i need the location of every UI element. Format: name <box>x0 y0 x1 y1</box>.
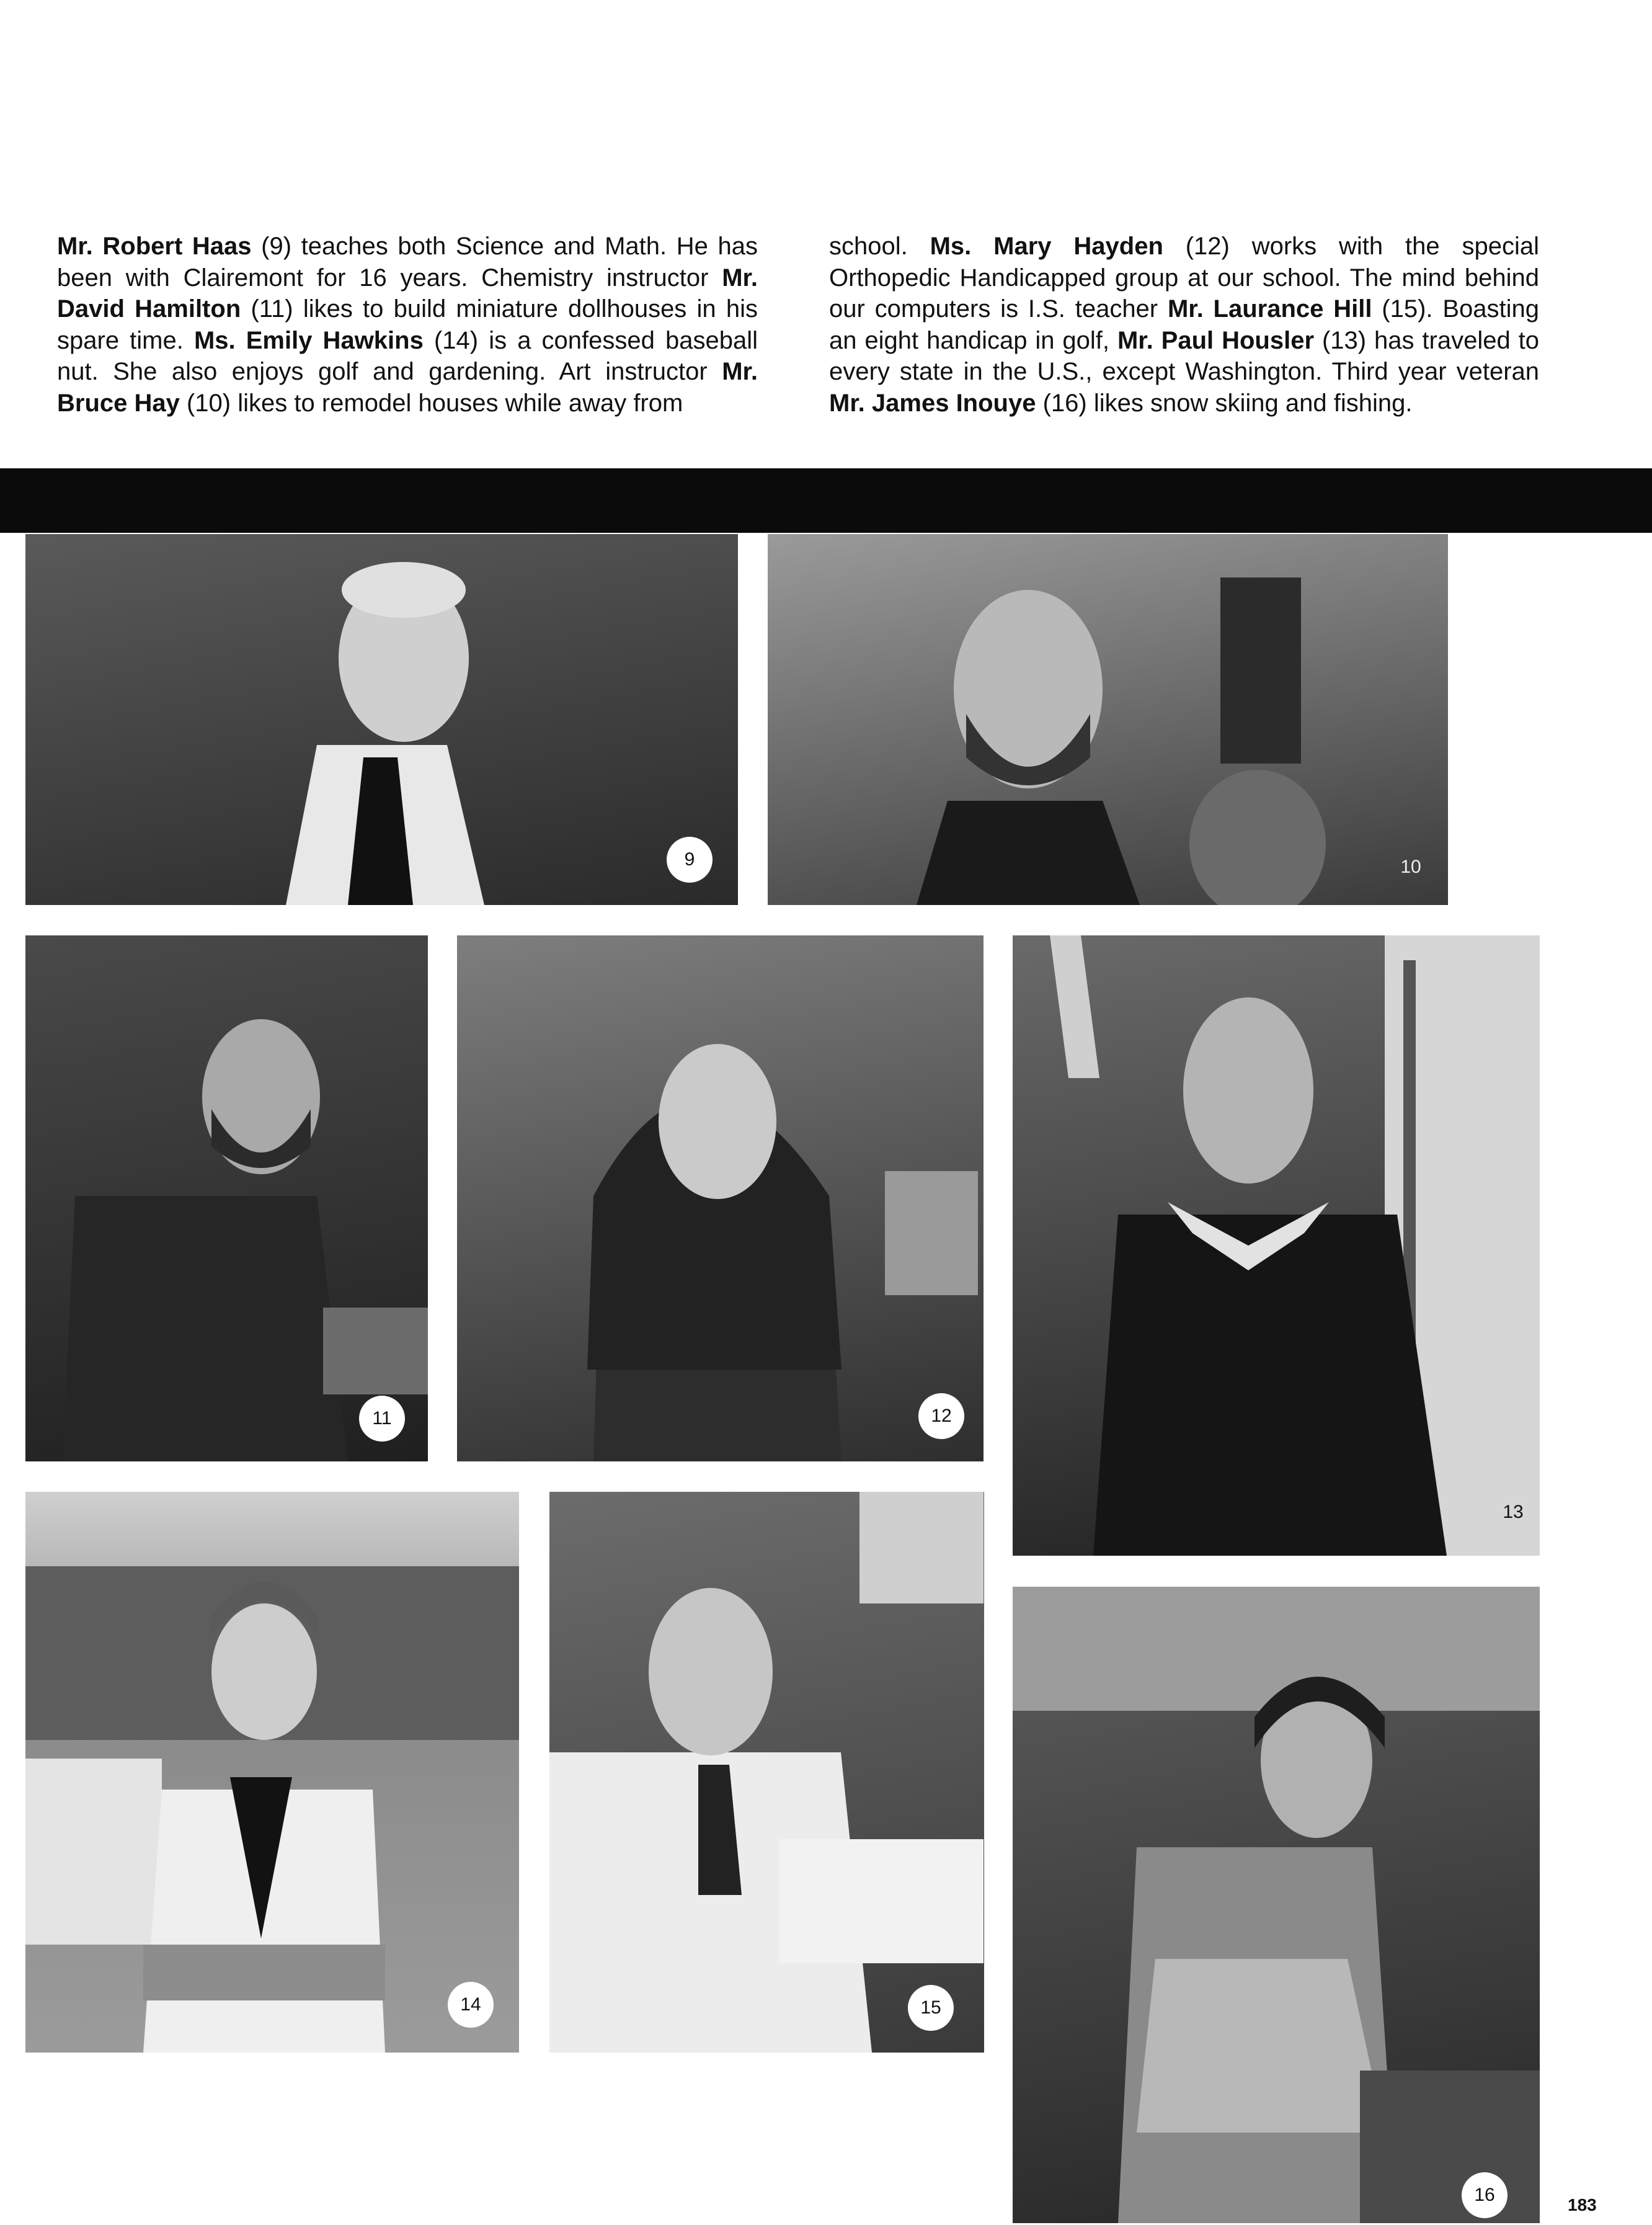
photo-13 <box>1013 935 1540 1556</box>
photo-number-label: 10 <box>1400 857 1421 877</box>
caption-column-left <box>57 231 758 419</box>
caption-text: (13) has traveled to every state in the U.S., except Washington. Third year veteran <box>829 326 1540 385</box>
photo-14 <box>25 1492 519 2053</box>
photo-12 <box>457 935 984 1461</box>
caption-column-right <box>829 231 1539 419</box>
photo-number-badge: 11 <box>359 1396 405 1442</box>
teacher-name-haas: Mr. Robert Haas <box>57 233 252 260</box>
photo-number-label: 13 <box>1503 1502 1524 1522</box>
teacher-name-hay: Mr. Bruce Hay <box>57 358 758 417</box>
photo-16 <box>1013 1587 1540 2223</box>
portrait-illustration <box>25 1492 519 2053</box>
caption-text: (11) likes to build miniature dollhouses in his spare time. <box>57 295 758 354</box>
portrait-illustration <box>457 935 984 1461</box>
caption-text: (14) is a confessed baseball nut. She also enjoys golf and gardening. Art instructor <box>57 326 758 385</box>
teacher-name-hill: Mr. Laurance Hill <box>1167 295 1372 323</box>
photo-10 <box>768 534 1448 905</box>
portrait-illustration <box>768 534 1448 905</box>
caption-text: school. <box>829 233 930 260</box>
photo-number-badge: 15 <box>908 1985 954 2031</box>
teacher-name-hayden: Ms. Mary Hayden <box>930 233 1163 260</box>
portrait-illustration <box>1013 935 1540 1556</box>
portrait-illustration <box>549 1492 984 2053</box>
photo-number-badge: 12 <box>918 1393 964 1439</box>
photo-number-badge: 16 <box>1462 2172 1508 2218</box>
caption-text: (12) works with the special Orthopedic Handicapped group at our school. The mind behind our computers is I.S. teacher <box>829 233 1539 323</box>
caption-text: (15). Boasting an eight handicap in golf, <box>829 295 1539 354</box>
portrait-illustration <box>1013 1587 1540 2223</box>
photo-11 <box>25 935 428 1461</box>
portrait-illustration <box>25 935 428 1461</box>
photo-15 <box>549 1492 984 2053</box>
caption-text: (9) teaches both Science and Math. He has been with Clairemont for 16 years. Chemistry instructor <box>57 233 758 292</box>
black-banner <box>0 468 1652 533</box>
caption-text: (16) likes snow skiing and fishing. <box>1036 389 1413 417</box>
photo-9 <box>25 534 738 905</box>
portrait-illustration <box>25 534 738 905</box>
teacher-name-hamilton: Mr. David Hamilton <box>57 264 758 323</box>
photo-number-badge: 14 <box>448 1982 494 2028</box>
photo-number-badge: 9 <box>667 837 713 883</box>
teacher-name-inouye: Mr. James Inouye <box>829 389 1036 417</box>
teacher-name-hawkins: Ms. Emily Hawkins <box>193 326 424 354</box>
page-number: 183 <box>1568 2195 1597 2214</box>
caption-text: (10) likes to remodel houses while away from <box>179 389 683 417</box>
teacher-name-housler: Mr. Paul Housler <box>1117 326 1315 354</box>
